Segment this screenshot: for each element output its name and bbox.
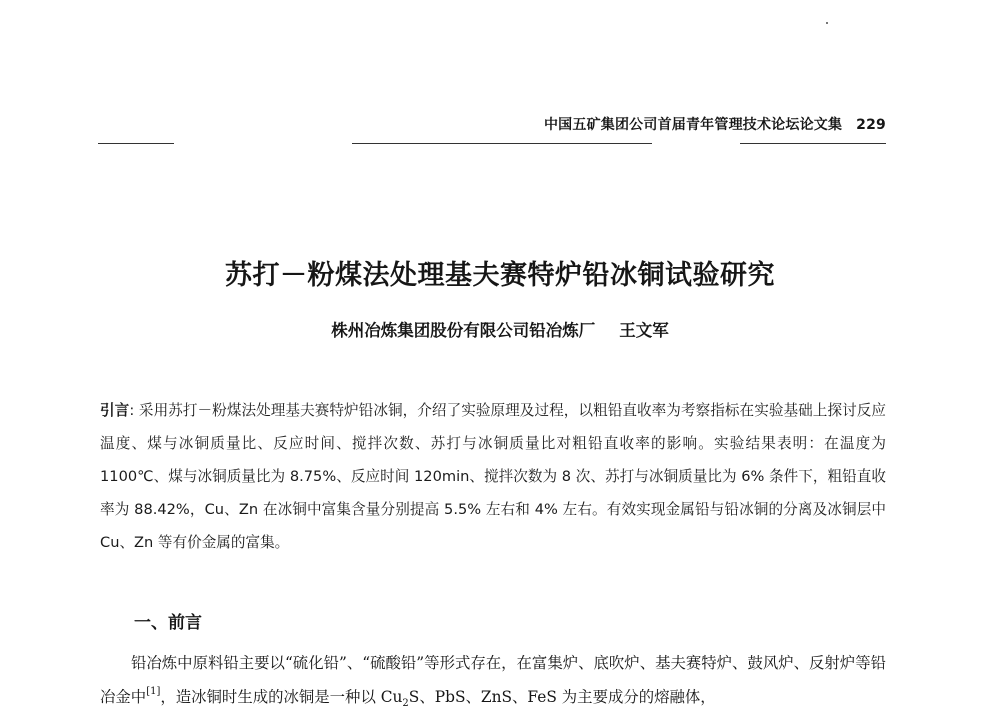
author-name: 王文军 [619, 321, 669, 340]
running-header [0, 114, 886, 134]
header-rule-center [352, 143, 652, 144]
header-rule-left [98, 143, 174, 144]
affiliation: 株州冶炼集团股份有限公司铅冶炼厂 [331, 321, 596, 340]
abstract-label: 引言 [100, 402, 130, 419]
section-heading: 一、前言 [134, 613, 202, 633]
proceedings-title: 中国五矿集团公司首届青年管理技术论坛论文集 [543, 117, 843, 133]
citation-ref: [1] [146, 686, 161, 697]
paragraph-text-start: 铅冶炼中原料铅主要以“硫化铅”、“硫酸铅”等形式存在，在富集炉、底吹炉、基夫赛特炉、鼓风炉、反射炉等铅冶金中 [100, 654, 886, 706]
byline [0, 317, 1000, 341]
abstract-text: : 采用苏打－粉煤法处理基夫赛特炉铅冰铜，介绍了实验原理及过程，以粗铅直收率为考察指标在实验基础上探讨反应温度、煤与冰铜质量比、反应时间、搅拌次数、苏打与冰铜质量比对粗铅直收率的影响。实验结果表明：在温度为 1100℃、煤与冰铜质量比为 8.75%、反应时间 120min、搅拌次数为 8 次、苏打与冰铜质量比为 6% 条件下，粗铅直收率为 88.42%，Cu、Zn 在冰铜中富集含量分别提高 5.5% 左右和 4% 左右。有效实现金属铅与铅冰铜的分离及冰铜层中 Cu、Zn 等有价金属的富集。 [100, 402, 886, 551]
header-rule-right [740, 143, 886, 144]
paper-title: 苏打－粉煤法处理基夫赛特炉铅冰铜试验研究 [225, 260, 775, 291]
abstract [100, 394, 886, 559]
scan-speck [826, 22, 828, 24]
subscript: 2 [402, 698, 409, 709]
paragraph-text-end: S、PbS、ZnS、FeS 为主要成分的熔融体， [408, 688, 716, 706]
page-number: 229 [856, 117, 886, 133]
body-paragraph [100, 646, 886, 714]
paragraph-text-mid: ，造冰铜时生成的冰铜是一种以 Cu [160, 688, 403, 706]
